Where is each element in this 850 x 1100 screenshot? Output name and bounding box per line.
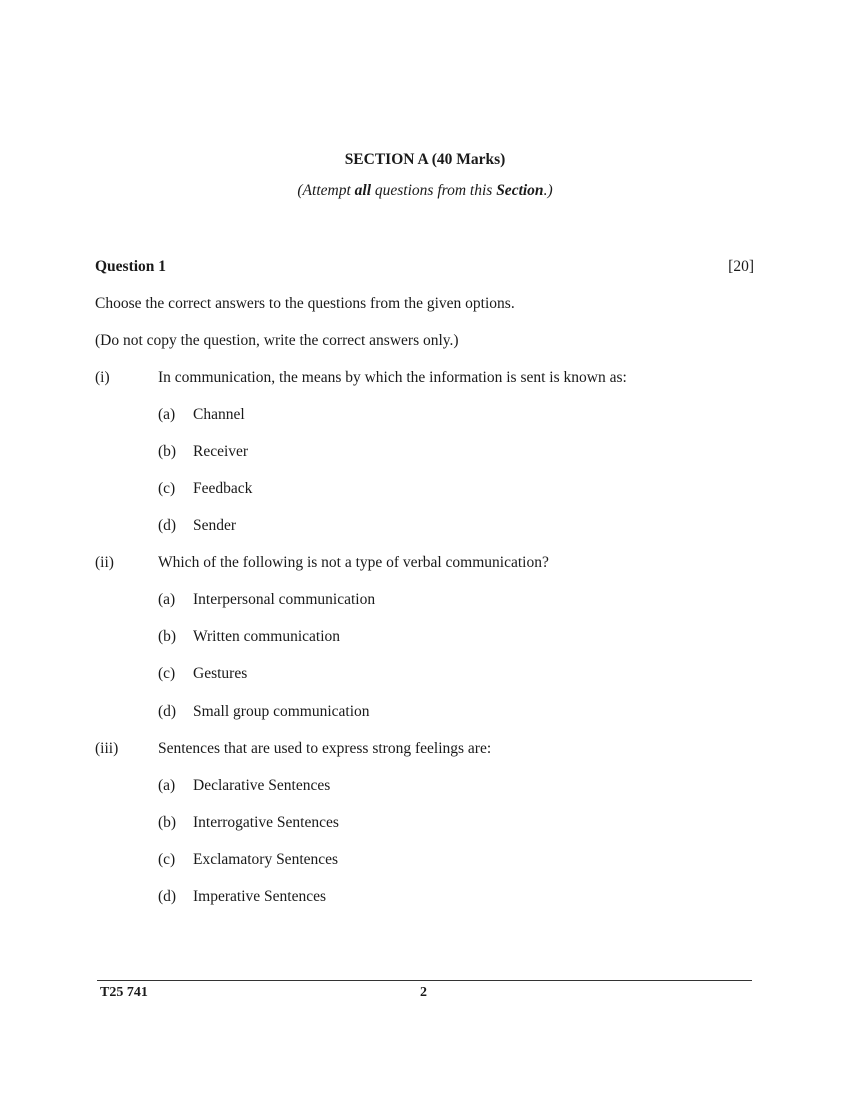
option-text: Declarative Sentences: [193, 777, 331, 794]
item-number: (iii): [95, 740, 119, 757]
option-letter: (a): [158, 591, 176, 608]
question-note: (Do not copy the question, write the correct answers only.): [95, 332, 459, 349]
paper-code: T25 741: [100, 985, 148, 1000]
item-number: (i): [95, 369, 110, 386]
option-letter: (d): [158, 888, 177, 905]
page-number: 2: [420, 985, 427, 1000]
option-letter: (c): [158, 665, 176, 682]
option-text: Written communication: [193, 628, 341, 645]
section-instruction-mid: questions from this: [371, 182, 497, 199]
question-instruction: Choose the correct answers to the questions from the given options.: [95, 295, 515, 312]
item-stem: Which of the following is not a type of verbal communication?: [158, 554, 549, 571]
option-text: Gestures: [193, 665, 248, 682]
option-text: Receiver: [193, 443, 249, 460]
option-text: Interrogative Sentences: [193, 814, 339, 831]
option-letter: (a): [158, 777, 176, 794]
section-instruction-section: Section: [496, 182, 544, 199]
section-instruction-post: .): [543, 182, 553, 199]
item-stem: In communication, the means by which the information is sent is known as:: [158, 369, 627, 386]
option-text: Feedback: [193, 480, 253, 497]
section-instruction-pre: (Attempt: [297, 182, 355, 199]
section-instruction: [0, 182, 850, 200]
option-text: Exclamatory Sentences: [193, 851, 339, 868]
option-letter: (b): [158, 443, 177, 460]
option-text: Sender: [193, 517, 237, 534]
item-stem: Sentences that are used to express strong feelings are:: [158, 740, 492, 757]
option-text: Imperative Sentences: [193, 888, 326, 905]
option-letter: (b): [158, 628, 177, 645]
option-letter: (b): [158, 814, 177, 831]
question-title: Question 1: [95, 258, 167, 275]
footer-rule: [97, 980, 752, 981]
section-instruction-all: all: [354, 182, 372, 199]
option-letter: (d): [158, 703, 177, 720]
option-text: Interpersonal communication: [193, 591, 376, 608]
option-letter: (d): [158, 517, 177, 534]
question-marks: [20]: [728, 258, 754, 275]
item-number: (ii): [95, 554, 114, 571]
option-letter: (a): [158, 406, 176, 423]
option-letter: (c): [158, 851, 176, 868]
option-letter: (c): [158, 480, 176, 497]
option-text: Small group communication: [193, 703, 370, 720]
section-title: SECTION A (40 Marks): [344, 151, 506, 168]
option-text: Channel: [193, 406, 245, 423]
